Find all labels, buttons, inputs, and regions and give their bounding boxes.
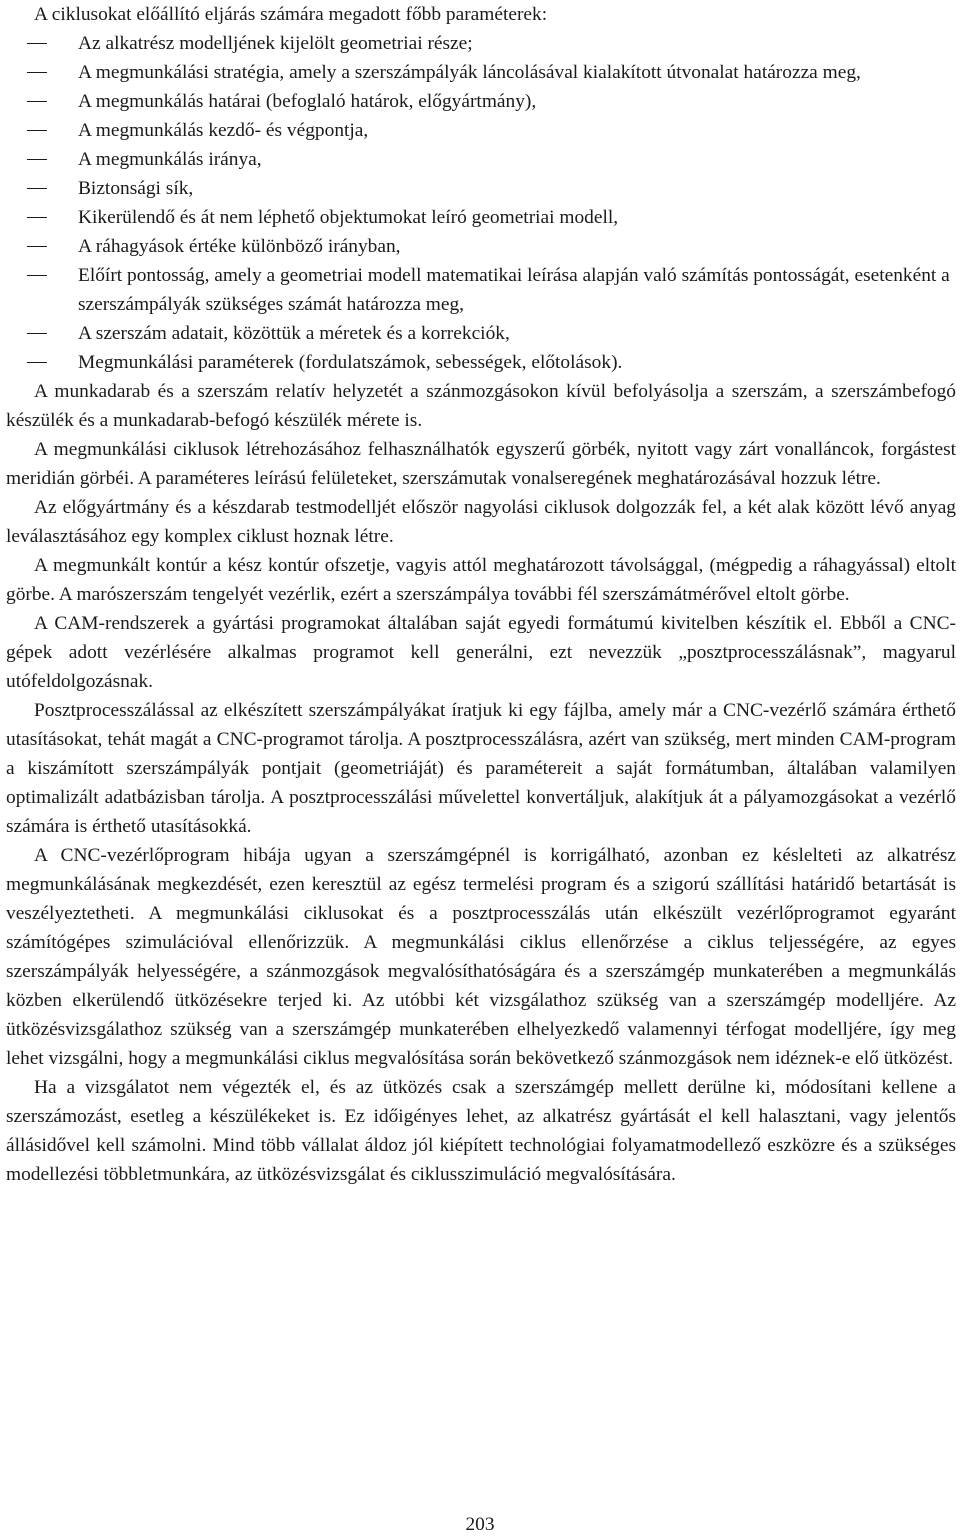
list-item — [6, 348, 956, 377]
dash-bullet-icon — [27, 275, 47, 276]
list-item — [6, 87, 956, 116]
paragraph: A megmunkált kontúr a kész kontúr ofszetje, vagyis attól meghatározott távolsággal, (mégpedig a ráhagyással) eltolt görbe. A marószerszám tengelyét vezérlik, ezért a szerszámpálya további fél szerszámátmérővel eltolt görbe. — [6, 555, 956, 605]
list-item — [6, 174, 956, 203]
list-item-text: Biztonsági sík, — [78, 178, 194, 199]
dash-bullet-icon — [27, 130, 47, 131]
list-item-text: Előírt pontosság, amely a geometriai modell matematikai leírása alapján való számítás pontosságát, esetenként a szerszámpályák szükséges számát határozza meg, — [78, 265, 950, 315]
parameter-list — [6, 29, 956, 377]
dash-bullet-icon — [27, 101, 47, 102]
page-number: 203 — [465, 1514, 495, 1535]
dash-bullet-icon — [27, 217, 47, 218]
list-item-text: A megmunkálás kezdő- és végpontja, — [78, 120, 369, 141]
list-item-text: Megmunkálási paraméterek (fordulatszámok, sebességek, előtolások). — [78, 352, 623, 373]
dash-bullet-icon — [27, 188, 47, 189]
dash-bullet-icon — [27, 246, 47, 247]
paragraph: A megmunkálási ciklusok létrehozásához felhasználhatók egyszerű görbék, nyitott vagy zárt vonalláncok, forgástest meridián görbéi. A paraméteres leírású felületeket, szerszámutak vonalseregének meghatározásával hozzuk létre. — [6, 439, 956, 489]
list-item-text: Az alkatrész modelljének kijelölt geometriai része; — [78, 33, 473, 54]
list-item-text: A megmunkálási stratégia, amely a szerszámpályák láncolásával kialakított útvonalat határozza meg, — [78, 62, 861, 83]
paragraph: Az előgyártmány és a készdarab testmodelljét először nagyolási ciklusok dolgozzák fel, a két alak között lévő anyag leválasztásához egy komplex ciklust hoznak létre. — [6, 497, 956, 547]
intro-text: A ciklusokat előállító eljárás számára megadott főbb paraméterek: — [34, 4, 548, 25]
dash-bullet-icon — [27, 72, 47, 73]
paragraph: Posztprocesszálással az elkészített szerszámpályákat íratjuk ki egy fájlba, amely már a CNC-vezérlő számára érthető utasításokat, tehát magát a CNC-programot tárolja. A posztprocesszálásra, azért van szükség, mert minden CAM-program a kiszámított szerszámpályák pontjait (geometriáját) és paramétereit a saját formátumban, általában valamilyen optimalizált adatbázisban tárolja. A posztprocesszálási művelettel konvertáljuk, alakítjuk át a pályamozgásokat a vezérlő számára is érthető utasításokká. — [6, 700, 956, 837]
document-page — [6, 0, 956, 1189]
list-item — [6, 145, 956, 174]
dash-bullet-icon — [27, 362, 47, 363]
list-item — [6, 232, 956, 261]
list-item — [6, 29, 956, 58]
list-item — [6, 319, 956, 348]
list-item-text: A megmunkálás határai (befoglaló határok, előgyártmány), — [78, 91, 537, 112]
list-item-text: A ráhagyások értéke különböző irányban, — [78, 236, 401, 257]
dash-bullet-icon — [27, 159, 47, 160]
list-item — [6, 261, 956, 319]
paragraph: A CNC-vezérlőprogram hibája ugyan a szerszámgépnél is korrigálható, azonban ez késlelteti az alkatrész megmunkálásának megkezdését, ezen keresztül az egész termelési program és a szigorú szállítási határidő betartását is veszélyeztetheti. A megmunkálási ciklusokat és a posztprocesszálás után elkészült vezérlőprogramot egyaránt számítógépes szimulációval ellenőrizzük. A megmunkálási ciklus ellenőrzése a ciklus teljességére, az egyes szerszámpályák helyességére, a szánmozgások megvalósíthatóságára és a szerszámgép munkaterében a megmunkálás közben elkerülendő ütközésekre terjed ki. Az utóbbi két vizsgálathoz szükség van a szerszámgép modelljére. Az ütközésvizsgálathoz szükség van a szerszámgép munkaterében elhelyezkedő valamennyi térfogat modelljére, így meg lehet vizsgálni, hogy a megmunkálási ciklus megvalósítása során bekövetkező szánmozgások nem idéznek-e elő ütközést. — [6, 845, 956, 1069]
dash-bullet-icon — [27, 43, 47, 44]
list-item-text: A szerszám adatait, közöttük a méretek és a korrekciók, — [78, 323, 510, 344]
list-item — [6, 58, 956, 87]
list-item — [6, 116, 956, 145]
paragraph: A CAM-rendszerek a gyártási programokat általában saját egyedi formátumú kivitelben készítik el. Ebből a CNC-gépek adott vezérlésére alkalmas programot kell generálni, ezt nevezzük „posztprocesszálásnak”, magyarul utófeldolgozásnak. — [6, 613, 956, 692]
paragraph: Ha a vizsgálatot nem végezték el, és az ütközés csak a szerszámgép mellett derülne ki, módosítani kellene a szerszámozást, esetleg a készülékeket is. Ez időigényes lehet, az alkatrész gyártását el kell halasztani, vagy jelentős állásidővel kell számolni. Mind több vállalat áldoz jól kiépített technológiai folyamatmodellező eszközre és a szükséges modellezési többletmunkára, az ütközésvizsgálat és ciklusszimuláció megvalósítására. — [6, 1077, 956, 1185]
paragraph: A munkadarab és a szerszám relatív helyzetét a szánmozgásokon kívül befolyásolja a szerszám, a szerszámbefogó készülék és a munkadarab-befogó készülék mérete is. — [6, 381, 956, 431]
dash-bullet-icon — [27, 333, 47, 334]
list-item — [6, 203, 956, 232]
list-item-text: A megmunkálás iránya, — [78, 149, 262, 170]
list-item-text: Kikerülendő és át nem léphető objektumokat leíró geometriai modell, — [78, 207, 619, 228]
